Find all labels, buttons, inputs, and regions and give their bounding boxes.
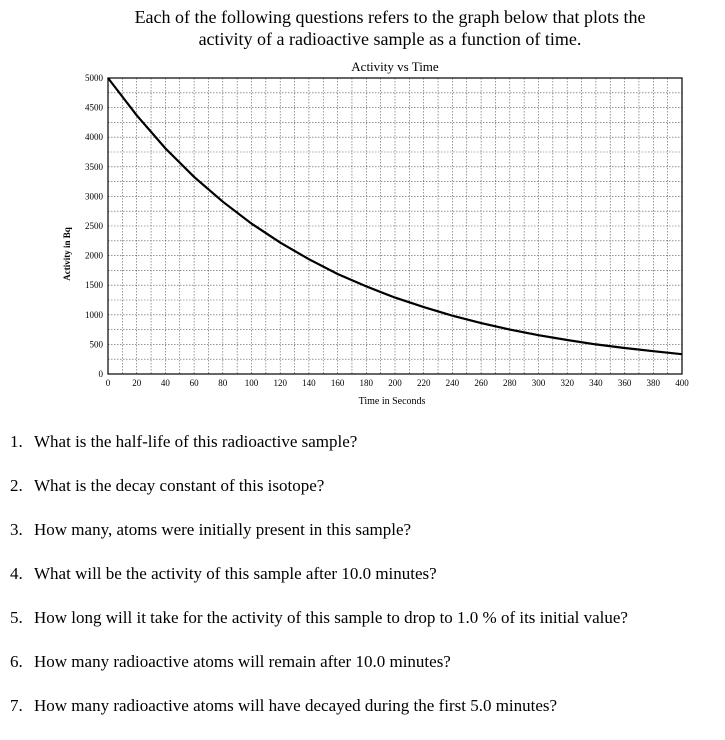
x-tick-label: 100 (244, 378, 259, 388)
x-tick-label: 40 (160, 378, 170, 388)
question-item: 4. What will be the activity of this sample after 10.0 minutes? (10, 564, 437, 583)
x-tick-label: 60 (189, 378, 199, 388)
activity-chart (0, 56, 725, 416)
y-tick-label: 1000 (85, 309, 103, 320)
x-tick-label: 180 (359, 378, 374, 388)
x-axis-ticks (106, 378, 690, 388)
intro-line-2: activity of a radioactive sample as a function of time. (198, 29, 582, 49)
chart-title: Activity vs Time (351, 59, 439, 74)
y-tick-label: 2000 (85, 250, 103, 261)
y-tick-label: 4500 (85, 102, 103, 113)
y-tick-label: 3500 (85, 161, 103, 172)
x-tick-label: 380 (646, 378, 661, 388)
intro-line-1: Each of the following questions refers to the graph below that plots the (134, 7, 646, 27)
question-item: 5. How long will it take for the activity of this sample to drop to 1.0 % of its initial value? (10, 608, 628, 627)
x-tick-label: 0 (105, 378, 111, 388)
x-tick-label: 160 (330, 378, 345, 388)
question-item: 3. How many, atoms were initially present in this sample? (10, 520, 412, 539)
question-item: 7. How many radioactive atoms will have decayed during the first 5.0 minutes? (10, 696, 558, 715)
question-item: 2. What is the decay constant of this isotope? (10, 476, 325, 495)
x-tick-label: 360 (617, 378, 632, 388)
grid (108, 78, 682, 374)
y-axis-label: Activity in Bq (62, 227, 72, 281)
y-tick-label: 500 (89, 339, 103, 350)
x-tick-label: 280 (503, 378, 517, 388)
x-tick-label: 340 (589, 378, 603, 388)
x-tick-label: 400 (675, 378, 689, 388)
x-tick-label: 300 (531, 378, 546, 388)
x-tick-label: 320 (560, 378, 574, 388)
question-list (10, 432, 628, 740)
x-tick-label: 20 (132, 378, 142, 388)
y-tick-label: 4000 (85, 132, 103, 143)
x-tick-label: 80 (218, 378, 228, 388)
y-tick-label: 5000 (85, 73, 103, 83)
question-item: 6. How many radioactive atoms will remain after 10.0 minutes? (10, 652, 451, 671)
y-axis-ticks (85, 73, 104, 379)
x-tick-label: 260 (474, 378, 488, 388)
x-tick-label: 240 (445, 378, 460, 388)
x-tick-label: 120 (273, 378, 287, 388)
y-tick-label: 1500 (85, 280, 103, 291)
y-tick-label: 3000 (85, 191, 103, 202)
y-tick-label: 0 (98, 369, 103, 379)
x-axis-label: Time in Seconds (358, 396, 426, 407)
x-tick-label: 220 (416, 378, 431, 388)
x-tick-label: 200 (388, 378, 402, 388)
question-item: 1. What is the half-life of this radioactive sample? (10, 432, 358, 451)
x-tick-label: 140 (302, 378, 316, 388)
intro-text (100, 6, 680, 50)
y-tick-label: 2500 (85, 221, 103, 231)
